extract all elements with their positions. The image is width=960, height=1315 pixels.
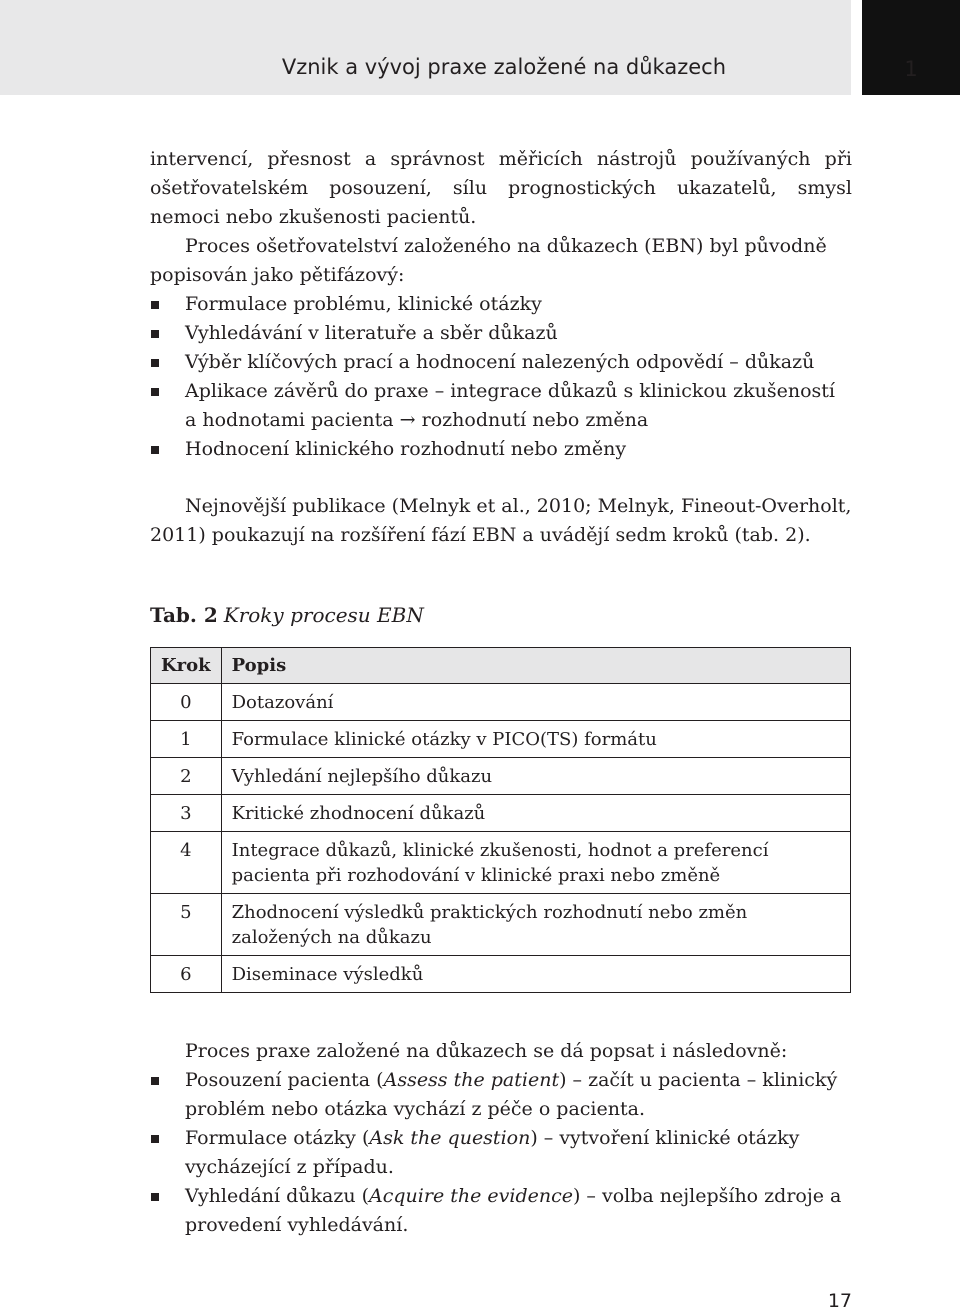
ebp-steps-list — [150, 1066, 852, 1240]
step-description: Diseminace výsledků — [221, 956, 850, 993]
step-number: 5 — [151, 894, 222, 956]
step-number: 1 — [151, 721, 222, 758]
list-item — [150, 377, 852, 435]
step-before: Vyhledání důkazu ( — [185, 1185, 370, 1207]
step-number: 3 — [151, 795, 222, 832]
ebn-steps-table — [150, 647, 851, 993]
step-description: Integrace důkazů, klinické zkušenosti, hodnot a preferencí pacienta při rozhodování v klinické praxi nebo změně — [221, 832, 850, 894]
newest-publication-paragraph: Nejnovější publikace (Melnyk et al., 2010; Melnyk, Fineout-Overholt, 2011) poukazují na rozšíření fází EBN a uvádějí sedm kroků (tab. 2). — [150, 495, 852, 546]
step-before: Posouzení pacienta ( — [185, 1069, 384, 1091]
bullet-square-icon — [151, 1135, 159, 1143]
step-after: ) – volba nejlepšího zdroje a provedení vyhledávání. — [185, 1185, 842, 1236]
table-header-row — [151, 648, 851, 684]
bullet-square-icon — [151, 301, 159, 309]
chapter-tab — [862, 0, 960, 95]
list-item — [150, 435, 852, 464]
table-caption-label: Tab. 2 — [150, 603, 218, 627]
step-number: 2 — [151, 758, 222, 795]
table-caption — [150, 600, 424, 630]
list-item — [150, 348, 852, 377]
running-title: Vznik a vývoj praxe založené na důkazech — [281, 55, 726, 79]
table-row — [151, 684, 851, 721]
table-row — [151, 894, 851, 956]
intro-paragraph: intervencí, přesnost a správnost měřicích nástrojů používaných při ošetřovatelském posouzení, sílu prognostických ukazatelů, smysl nemoci nebo zkušenosti pacientů. — [150, 148, 852, 228]
bullet-square-icon — [151, 1077, 159, 1085]
running-header — [0, 0, 851, 95]
process-intro-paragraph: Proces ošetřovatelství založeného na důkazech (EBN) byl původně popisován jako pětifázový: — [150, 235, 827, 286]
list-item — [150, 1124, 852, 1182]
step-description: Dotazování — [221, 684, 850, 721]
table-row — [151, 795, 851, 832]
list-item — [150, 1182, 852, 1240]
step-description: Vyhledání nejlepšího důkazu — [221, 758, 850, 795]
table-row — [151, 832, 851, 894]
bullet-square-icon — [151, 388, 159, 396]
step-before: Formulace otázky ( — [185, 1127, 370, 1149]
column-header-krok: Krok — [151, 648, 222, 684]
column-header-popis: Popis — [221, 648, 850, 684]
step-term: Ask the question — [369, 1127, 531, 1149]
ebp-intro-paragraph: Proces praxe založené na důkazech se dá popsat i následovně: — [185, 1040, 788, 1062]
list-item — [150, 319, 852, 348]
step-after: ) – vytvoření klinické otázky vycházející z případu. — [185, 1127, 800, 1178]
step-term: Assess the patient — [383, 1069, 560, 1091]
list-item-text: Formulace problému, klinické otázky — [185, 293, 542, 315]
list-item-text: Výběr klíčových prací a hodnocení nalezených odpovědí – důkazů — [185, 351, 815, 373]
step-description: Zhodnocení výsledků praktických rozhodnutí nebo změn založených na důkazu — [221, 894, 850, 956]
step-description: Formulace klinické otázky v PICO(TS) formátu — [221, 721, 850, 758]
step-after: ) – začít u pacienta – klinický problém nebo otázka vychází z péče o pacienta. — [185, 1069, 838, 1120]
bullet-square-icon — [151, 446, 159, 454]
list-item-text: Aplikace závěrů do praxe – integrace důkazů s klinickou zkušeností a hodnotami pacienta → rozhodnutí nebo změna — [185, 380, 835, 431]
table-row — [151, 956, 851, 993]
bullet-square-icon — [151, 1193, 159, 1201]
list-item — [150, 290, 852, 319]
bullet-square-icon — [151, 359, 159, 367]
bullet-square-icon — [151, 330, 159, 338]
chapter-number: 1 — [904, 57, 918, 81]
step-term: Acquire the evidence — [369, 1185, 573, 1207]
table-caption-title: Kroky procesu EBN — [223, 603, 424, 627]
phase-list — [150, 290, 852, 464]
table-row — [151, 721, 851, 758]
list-item-text: Hodnocení klinického rozhodnutí nebo změny — [185, 438, 627, 460]
list-item-text: Vyhledávání v literatuře a sběr důkazů — [185, 322, 558, 344]
page-number: 17 — [827, 1290, 852, 1312]
table-row — [151, 758, 851, 795]
step-description: Kritické zhodnocení důkazů — [221, 795, 850, 832]
step-number: 4 — [151, 832, 222, 894]
list-item — [150, 1066, 852, 1124]
step-number: 6 — [151, 956, 222, 993]
step-number: 0 — [151, 684, 222, 721]
